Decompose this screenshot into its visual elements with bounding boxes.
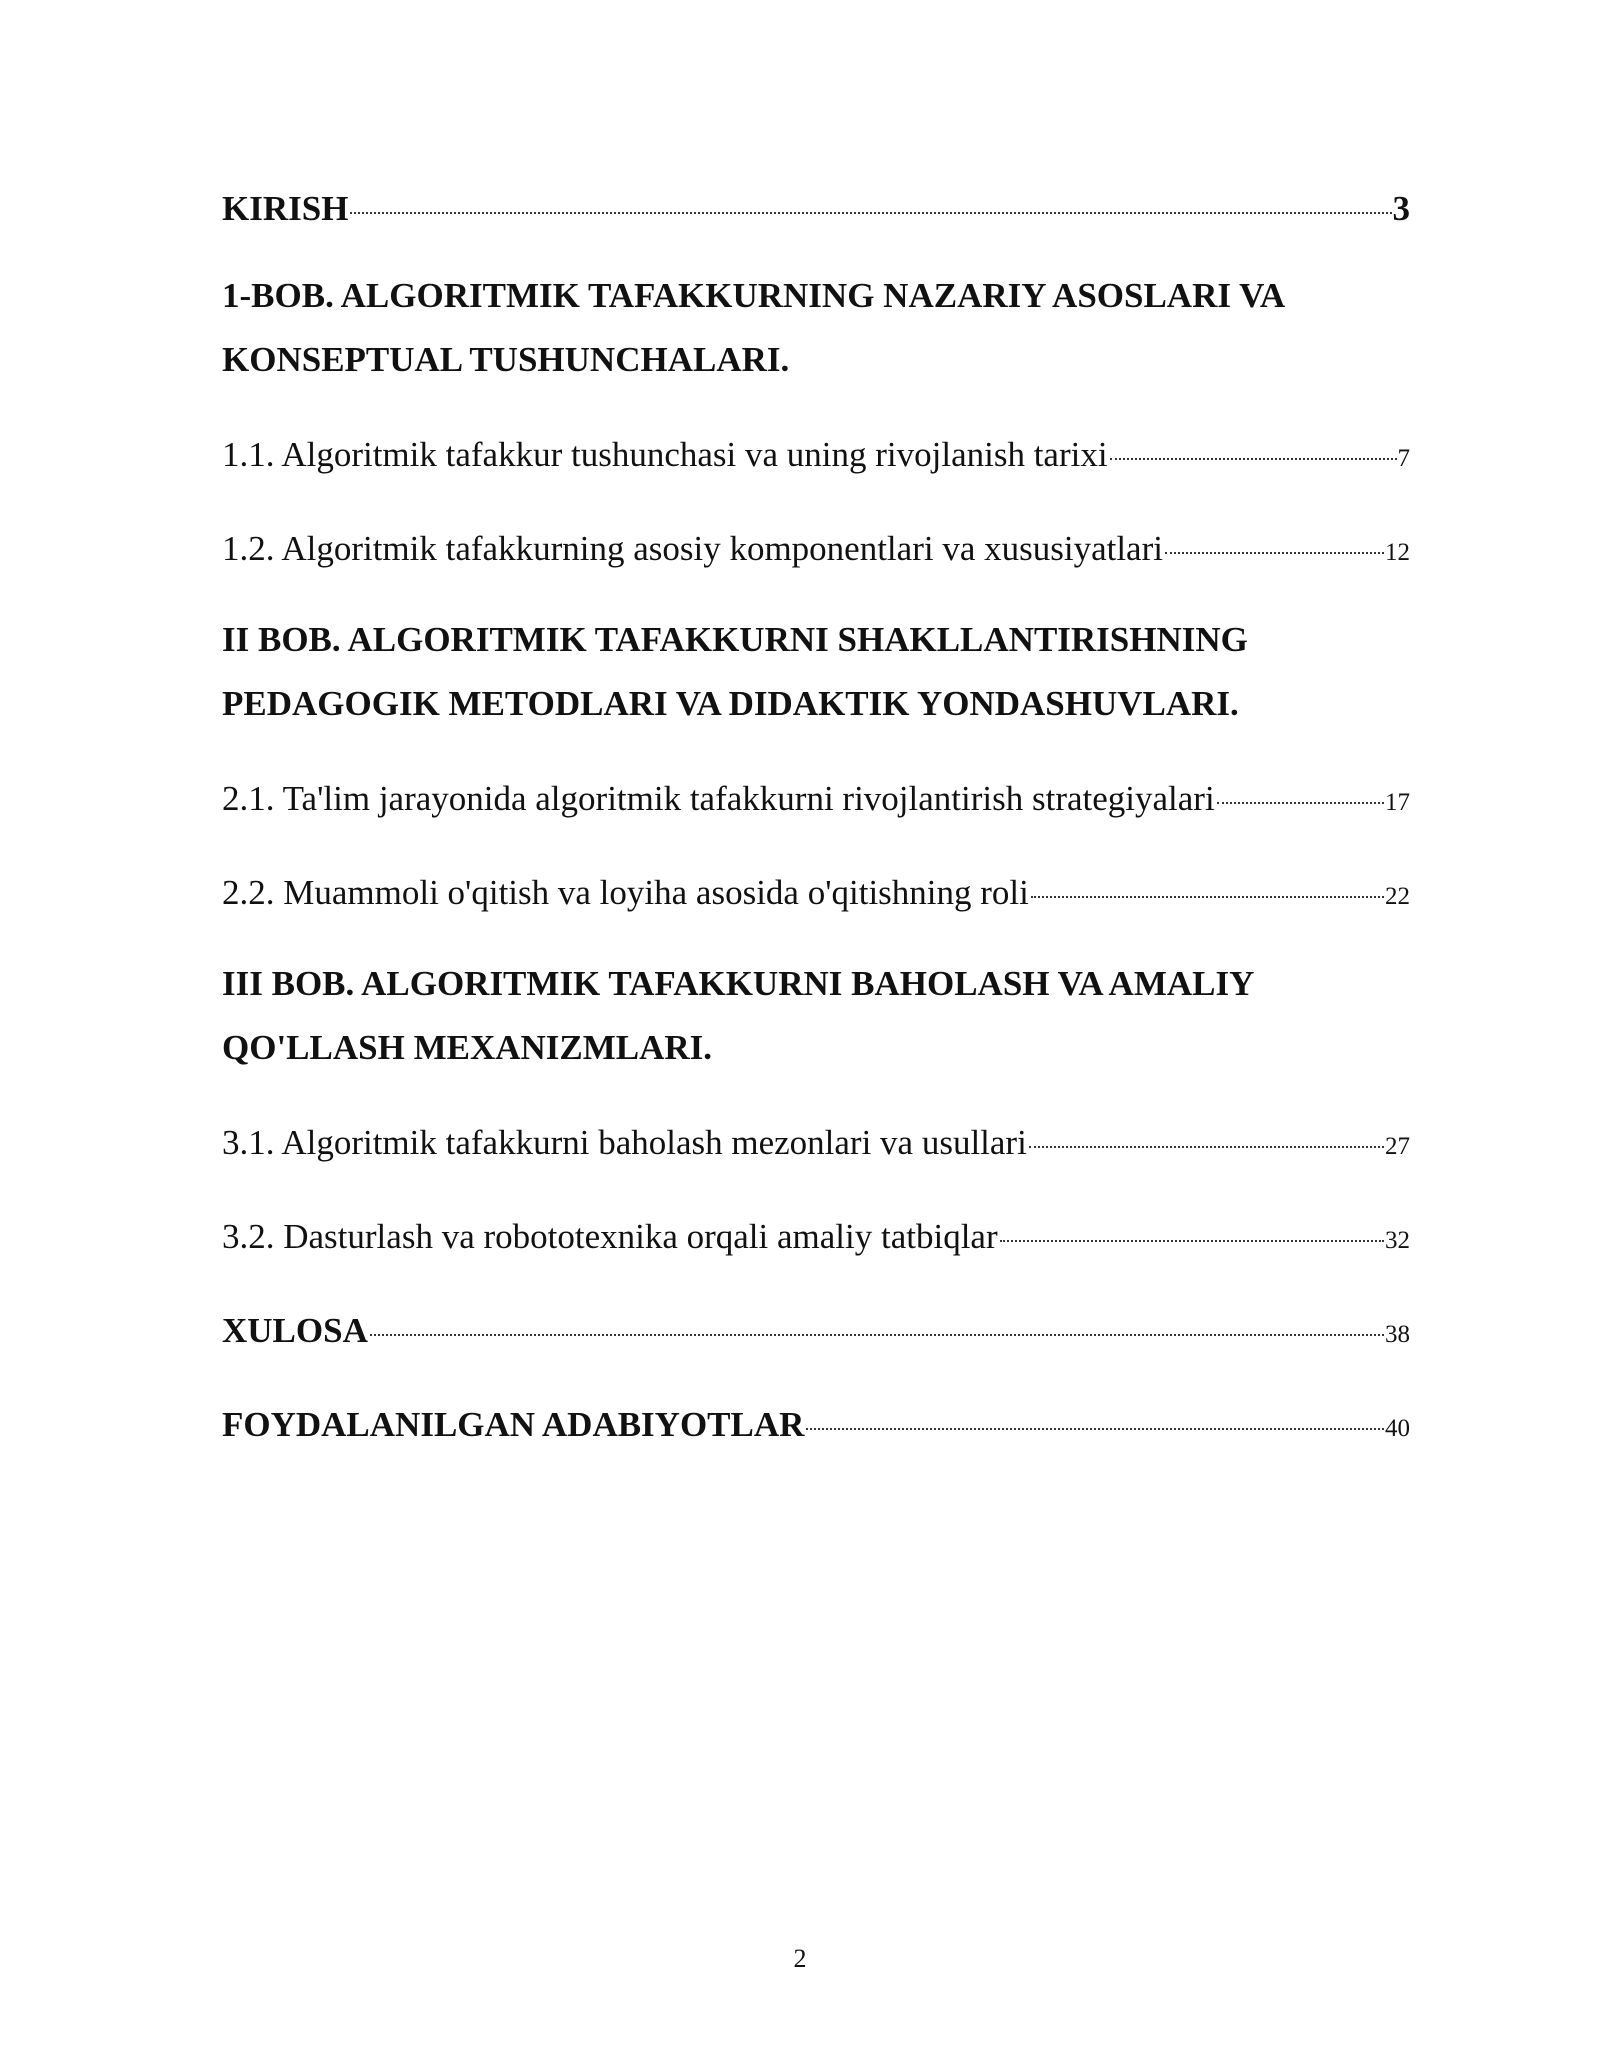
toc-entry-label: 3.1. Algoritmik tafakkurni baholash mezonlari va usullari xyxy=(222,1123,1027,1162)
toc-entry-label: FOYDALANILGAN ADABIYOTLAR xyxy=(222,1405,805,1444)
dot-leader xyxy=(1110,458,1397,460)
dot-leader xyxy=(350,212,1391,214)
toc-entry-label: 1.1. Algoritmik tafakkur tushunchasi va uning rivojlanish tarixi xyxy=(222,435,1108,474)
toc-entry-label: 2.2. Muammoli o'qitish va loyiha asosida o'qitishning roli xyxy=(222,873,1029,912)
toc-entry-1-2[interactable] xyxy=(222,522,1410,580)
toc-entry-xulosa[interactable] xyxy=(222,1304,1410,1362)
chapter-heading-line: PEDAGOGIK METODLARI VA DIDAKTIK YONDASHUVLARI. xyxy=(222,684,1239,723)
toc-page-number: 22 xyxy=(1385,883,1410,910)
toc-page-number: 12 xyxy=(1385,539,1410,566)
dot-leader xyxy=(1165,552,1384,554)
toc-page-number: 3 xyxy=(1392,189,1410,228)
page-number-footer: 2 xyxy=(793,1944,807,1973)
toc-page-number: 17 xyxy=(1385,789,1410,816)
dot-leader xyxy=(1217,802,1384,804)
chapter-heading-line: 1-BOB. ALGORITMIK TAFAKKURNING NAZARIY ASOSLARI VA xyxy=(222,276,1286,315)
toc-entry-2-2[interactable] xyxy=(222,866,1410,924)
toc-entry-adabiyotlar[interactable] xyxy=(222,1398,1410,1456)
toc-page-number: 27 xyxy=(1385,1133,1410,1160)
chapter-heading-line: KONSEPTUAL TUSHUNCHALARI. xyxy=(222,340,790,379)
dot-leader xyxy=(1029,1146,1384,1148)
chapter-heading-2[interactable] xyxy=(222,608,1410,736)
toc-entry-label: 2.1. Ta'lim jarayonida algoritmik tafakkurni rivojlantirish strategiyalari xyxy=(222,779,1215,818)
toc-entry-1-1[interactable] xyxy=(222,428,1410,486)
toc-entry-2-1[interactable] xyxy=(222,772,1410,830)
toc-entry-3-1[interactable] xyxy=(222,1116,1410,1174)
dot-leader xyxy=(806,1428,1384,1430)
toc-page-number: 32 xyxy=(1385,1227,1410,1254)
chapter-heading-1[interactable] xyxy=(222,264,1410,392)
chapter-heading-line: II BOB. ALGORITMIK TAFAKKURNI SHAKLLANTIRISHNING xyxy=(222,620,1248,659)
dot-leader xyxy=(370,1334,1384,1336)
dot-leader xyxy=(1000,1240,1384,1242)
toc-entry-kirish[interactable] xyxy=(222,182,1410,236)
toc-entry-label: 3.2. Dasturlash va robototexnika orqali amaliy tatbiqlar xyxy=(222,1217,998,1256)
chapter-heading-line: III BOB. ALGORITMIK TAFAKKURNI BAHOLASH VA AMALIY xyxy=(222,964,1255,1003)
toc-entry-label: XULOSA xyxy=(222,1311,368,1350)
toc-page-number: 7 xyxy=(1397,445,1410,472)
toc-entry-3-2[interactable] xyxy=(222,1210,1410,1268)
toc-page-number: 40 xyxy=(1385,1415,1410,1442)
toc-page-number: 38 xyxy=(1385,1321,1410,1348)
table-of-contents xyxy=(222,182,1410,1456)
chapter-heading-3[interactable] xyxy=(222,952,1410,1080)
toc-entry-label: 1.2. Algoritmik tafakkurning asosiy komponentlari va xususiyatlari xyxy=(222,529,1163,568)
dot-leader xyxy=(1031,896,1384,898)
chapter-heading-line: QO'LLASH MEXANIZMLARI. xyxy=(222,1028,713,1067)
toc-entry-label: KIRISH xyxy=(222,189,349,228)
